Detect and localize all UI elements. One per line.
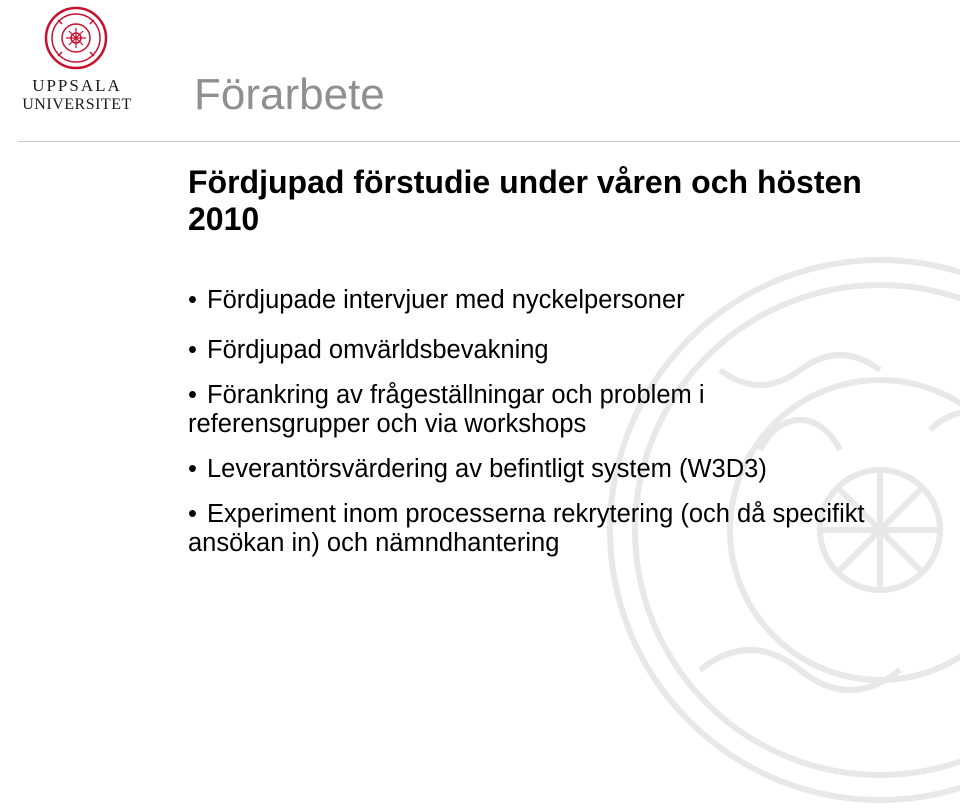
- bullet-glyph: •: [188, 455, 197, 483]
- bullet-list: [188, 286, 888, 558]
- bullet-text: Experiment inom processerna rekrytering (och då specifikt ansökan in) och nämndhantering: [188, 500, 865, 557]
- university-seal-icon: [44, 6, 108, 70]
- bullet-glyph: •: [188, 336, 197, 364]
- bullet-item: [188, 336, 888, 365]
- bullet-text: Fördjupad omvärldsbevakning: [207, 336, 549, 364]
- bullet-glyph: •: [188, 500, 197, 528]
- bullet-item: [188, 500, 888, 558]
- logo-line-uppsala: UPPSALA: [32, 76, 122, 95]
- bullet-glyph: •: [188, 381, 197, 409]
- bullet-glyph: •: [188, 286, 197, 314]
- university-logo-text: [16, 76, 138, 114]
- bullet-item: [188, 286, 888, 315]
- bullet-text: Fördjupade intervjuer med nyckelpersoner: [207, 286, 685, 314]
- bullet-item: [188, 455, 888, 484]
- slide-subtitle: Fördjupad förstudie under våren och hösten 2010: [188, 164, 862, 237]
- bullet-text: Förankring av frågeställningar och problem i referensgrupper och via workshops: [188, 381, 705, 438]
- bullet-text: Leverantörsvärdering av befintligt system (W3D3): [207, 455, 767, 483]
- logo-line-universitet: UNIVERSITET: [22, 96, 132, 113]
- title-divider: [18, 141, 960, 142]
- slide-title: Förarbete: [194, 70, 385, 119]
- bullet-item: [188, 381, 888, 439]
